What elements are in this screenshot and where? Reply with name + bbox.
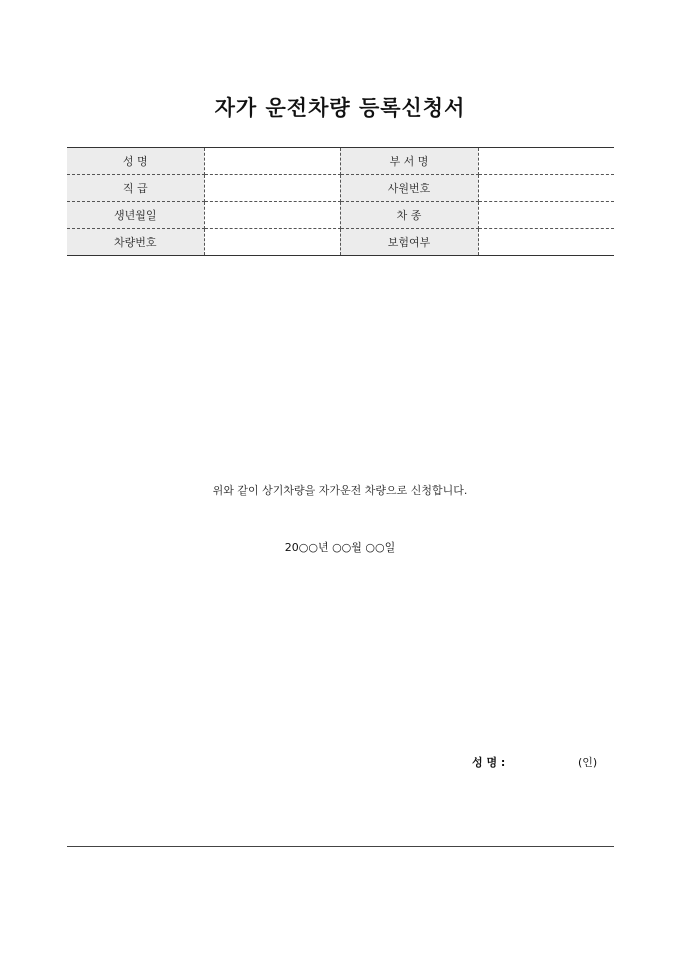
birth-date-label: 생년월일: [67, 202, 204, 229]
applicant-info-table: [67, 147, 614, 256]
vehicle-number-field[interactable]: [204, 229, 340, 256]
table-row: [67, 148, 614, 175]
car-model-field[interactable]: [478, 202, 614, 229]
bottom-divider: [67, 846, 614, 847]
table-row: [67, 175, 614, 202]
application-date: 20○○년 ○○월 ○○일: [284, 541, 396, 554]
application-statement: 위와 같이 상기차량을 자가운전 차량으로 신청합니다.: [212, 484, 468, 497]
table-row: [67, 229, 614, 256]
department-label: 부 서 명: [340, 148, 478, 175]
employee-number-label: 사원번호: [340, 175, 478, 202]
table-row: [67, 202, 614, 229]
position-label: 직 급: [67, 175, 204, 202]
car-model-label: 차 종: [340, 202, 478, 229]
vehicle-number-label: 차량번호: [67, 229, 204, 256]
name-label: 성 명: [67, 148, 204, 175]
position-field[interactable]: [204, 175, 340, 202]
signature-label: 성 명 :: [472, 756, 506, 769]
name-field[interactable]: [204, 148, 340, 175]
birth-date-field[interactable]: [204, 202, 340, 229]
employee-number-field[interactable]: [478, 175, 614, 202]
insurance-field[interactable]: [478, 229, 614, 256]
document-title: 자가 운전차량 등록신청서: [214, 96, 466, 120]
seal-mark: (인): [578, 756, 598, 769]
insurance-label: 보험여부: [340, 229, 478, 256]
department-field[interactable]: [478, 148, 614, 175]
